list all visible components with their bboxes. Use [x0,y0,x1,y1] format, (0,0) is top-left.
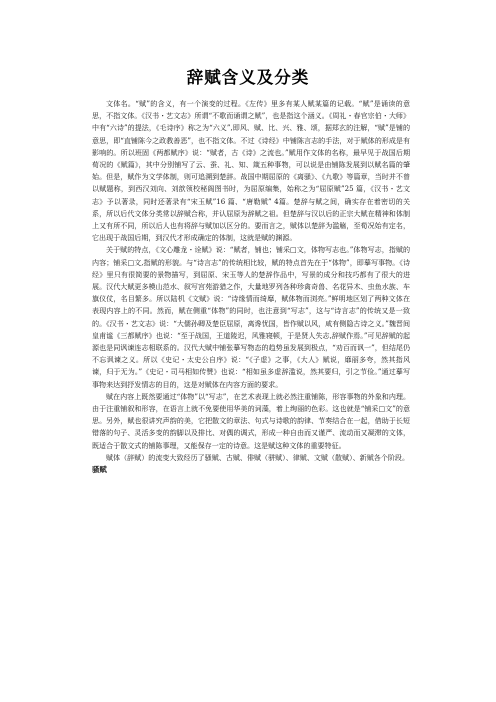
paragraph: 关于赋的特点，《文心雕龙・诠赋》说：“赋者，铺也；铺采□文，体物写志也。”体物写志，指赋的内容；铺采□文,指赋的形貌。与“诗言志”的传统相比较，赋的特点首先在于“体物”，即摹写事物。《诗经》里只有很简要的景物描写，到屈原、宋玉等人的楚辞作品中，写景的成分和技巧都有了很大的进展。汉代大赋更多模山范水、叙写宫苑游猎之作，大量地罗列各种珍禽奇兽、名花异木、虫鱼水族、车旗仪仗，名目繁多。所以陆机《文赋》说：“诗缘情而绮靡，赋体物而浏亮。”鲜明地区划了两种文体在表现内容上的不同。然而，赋在侧重“体物”的同时，也注意到“写志”，这与“诗言志”的传统又是一致的。《汉书・艺文志》说：“大儒孙卿及楚臣屈原，离谗忧国，皆作赋以风，咸有侧隐古诗之义。”魏晋间皇甫谧《三都赋序》也说：“至于战国，王道陵迟，风雅寝顿，于是贤人失志,辞赋作焉。”可见辞赋的起源也是同讽谏连志相联系的。汉代大赋中铺张摹写物态的趋势虽发展到极点，“劝百而讽一”，但结尾仍不忘讽谏之义。所以《史记・太史公自序》说：“《子虚》之事，《大人》赋说，靡丽多夸，然其指风谏，归于无为。”《史记・司马相如传赞》也说：“相如虽多虚辞滥说，然其要归，引之节俭。”通过摹写事物来达到抒发情志的目的，这是对赋体在内容方面的要求。 [92,245,410,389]
document-title: 辞赋含义及分类 [186,68,310,87]
paragraph: 赋体（辞赋）的流变大致经历了骚赋、古赋、俳赋（骈赋）、律赋、文赋（散赋）、新赋各个阶段。 [106,452,410,462]
paragraph: 赋在内容上既然要通过“体物”以“写志”，在艺术表现上就必然注重铺陈，形容事物的外象和内理。由于注重铺叙和形容，在语言上就不免要使用华美的词藻，着上绚丽的色彩。这也就是“铺采□文”的意思。另外，赋也很讲究声韵的美，它把散文的章法、句式与诗歌的韵律、节奏结合在一起，借助于长短错落的句子、灵活多变的韵脚以及排比、对偶的调式，形成一种自由而又谨严、流动而又凝滞的文体，既适合于散文式的铺陈事理，又能保存一定的诗意。这是赋这种文体的重要特征。 [92,391,410,450]
document-body [92,98,410,476]
paragraph: 文体名。“赋”的含义，有一个演变的过程。《左传》里多有某人赋某篇的记载。“赋”是诵读的意思，不指文体。《汉书・艺文志》所谓“不歌而诵谓之赋”，也是指这个涵义。《周礼・春官宗伯・大师》中有“六诗”的提法，《毛诗序》称之为“六义”,即风、赋、比、兴、雅、颂，据郑玄的注解，“赋”是铺的意思，即“直铺陈今之政教善恶”，也不指文体。不过《诗经》中铺陈言志的手法，对于赋体的形成是有影响的。所以班固《两都赋序》说：“赋者，古《诗》之流也。”赋用作文体的名称，最早见于战国后期荀况的《赋篇》，其中分别铺写了云、蚕、礼、知、箴五种事物，可以说是由铺陈发展到以赋名篇的肇始。但是，赋作为文学体制，则可追溯到楚辞。战国中期屈原的《离骚》、《九歌》等篇章，当时并不曾以赋题称，到西汉刘向、刘歆领校秘阁图书时，为屈原编集，始称之为“屈原赋”25 篇，《汉书・艺文志》予以著录，同时还著录有“宋玉赋”16 篇、“唐勒赋” 4篇。楚辞与赋之间，确实存在着密切的关系，所以后代文体分类常以辞赋合称，并认屈原为辞赋之祖。但楚辞与汉以后的正宗大赋在精神和体制上又有所不同，所以后人也有将辞与赋加以区分的。要而言之，赋体以楚辞为滥觞，至荀况始有定名，它出现于战国后期，到汉代才形成确定的体制，这就是赋的渊源。 [92,99,410,243]
section-heading: 骚赋 [92,465,107,475]
